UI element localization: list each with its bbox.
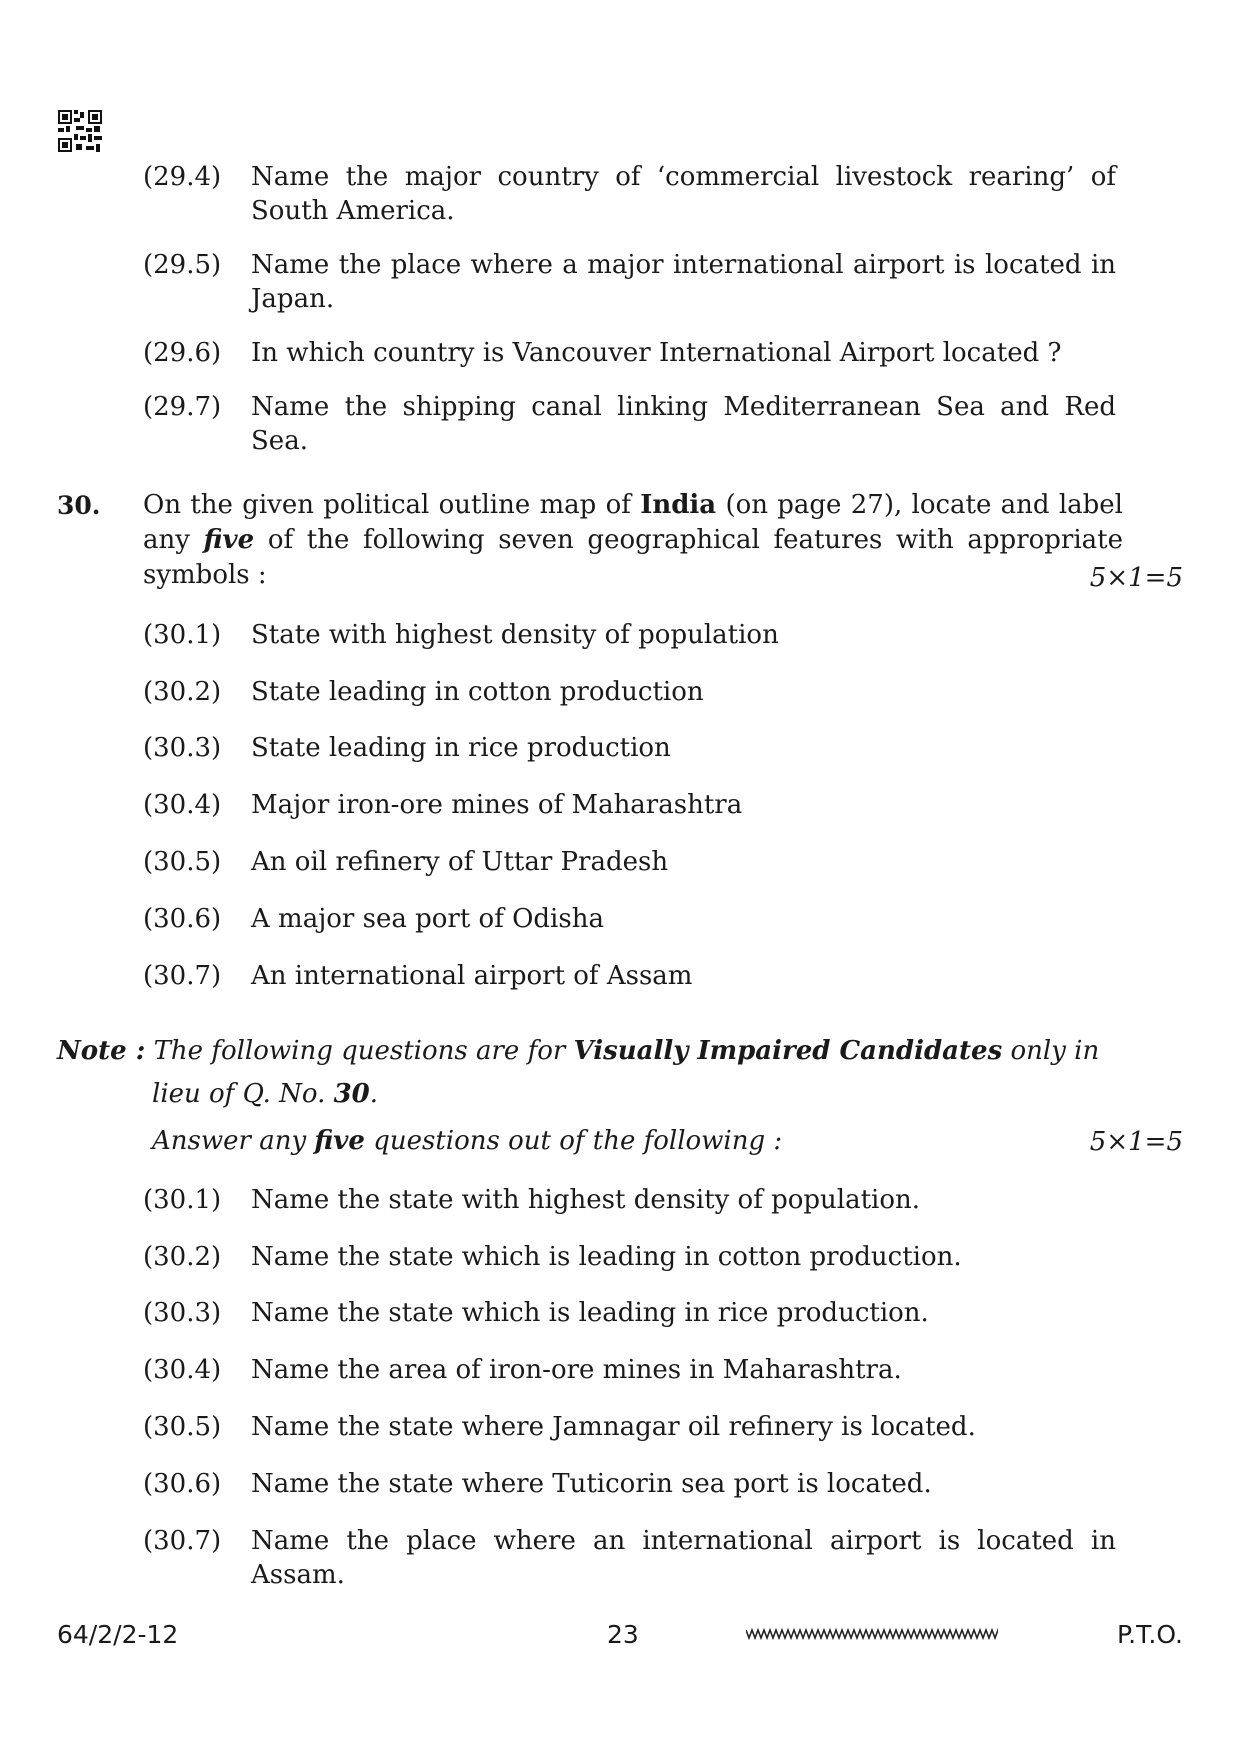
item-text: In which country is Vancouver International Airport located ? [251, 338, 1062, 368]
item-text: Name the area of iron-ore mines in Maharashtra. [251, 1355, 902, 1385]
item-number: (29.5) [143, 250, 222, 280]
stem-text: of the following seven geographical features with appropriate symbols : [143, 525, 1123, 590]
note-paragraph [57, 1030, 1127, 1116]
item-text: An oil refinery of Uttar Pradesh [251, 847, 669, 877]
item-number: (30.3) [143, 1298, 222, 1328]
item-number: (30.7) [143, 1526, 222, 1556]
item-text: State leading in rice production [251, 733, 671, 763]
stem-text: On the given political outline map of [143, 490, 641, 520]
note-instruction [152, 1120, 1052, 1163]
instruction-bold-text: five [314, 1126, 365, 1156]
marks-label: 5×1=5 [1089, 1127, 1183, 1157]
item-number: (30.5) [143, 847, 222, 877]
item-text: Name the state which is leading in rice production. [251, 1298, 929, 1328]
item-number: (30.6) [143, 1469, 222, 1499]
note-text: . [369, 1079, 379, 1109]
item-number: (30.1) [143, 1185, 222, 1215]
instruction-text: questions out of the following : [364, 1126, 783, 1156]
item-text: A major sea port of Odisha [251, 904, 604, 934]
item-text: Name the place where an international airport is located in Assam. [251, 1526, 1116, 1590]
item-number: (30.3) [143, 733, 222, 763]
item-number: (30.5) [143, 1412, 222, 1442]
item-number: (29.4) [143, 162, 222, 192]
question-number: 30. [57, 491, 101, 520]
item-number: (30.4) [143, 790, 222, 820]
paper-code: 64/2/2-12 [57, 1620, 179, 1649]
question-stem [143, 488, 1123, 593]
item-text: Name the state with highest density of population. [251, 1185, 921, 1215]
item-text: Name the state where Tuticorin sea port is located. [251, 1469, 932, 1499]
note-text: The following questions are for [145, 1036, 574, 1066]
item-number: (29.6) [143, 338, 222, 368]
marks-label: 5×1=5 [1089, 563, 1183, 593]
item-number: (30.6) [143, 904, 222, 934]
item-text: Name the state where Jamnagar oil refinery is located. [251, 1412, 976, 1442]
item-number: (29.7) [143, 392, 222, 422]
stem-emphasis-text: five [203, 525, 255, 555]
item-number: (30.2) [143, 1242, 222, 1272]
item-text: State with highest density of population [251, 620, 779, 650]
note-bold-text: Visually Impaired Candidates [573, 1036, 1003, 1066]
qr-code-icon [58, 110, 102, 152]
pto-label: P.T.O. [1117, 1620, 1183, 1649]
stem-text: (on page 27), locate and label any [143, 490, 1124, 555]
item-text: State leading in cotton production [251, 677, 704, 707]
item-number: (30.2) [143, 677, 222, 707]
item-text: Name the state which is leading in cotton production. [251, 1242, 962, 1272]
item-text: An international airport of Assam [251, 961, 693, 991]
page-number: 23 [607, 1620, 639, 1649]
note-text: lieu of Q. No. [152, 1079, 334, 1109]
note-text: only in [1002, 1036, 1100, 1066]
item-text: Name the major country of ‘commercial livestock rearing’ of South America. [251, 162, 1116, 226]
item-number: (30.1) [143, 620, 222, 650]
instruction-text: Answer any [152, 1126, 315, 1156]
note-bold-text: 30 [333, 1079, 370, 1109]
wavy-line-icon [746, 1626, 998, 1642]
item-number: (30.7) [143, 961, 222, 991]
item-text: Major iron-ore mines of Maharashtra [251, 790, 743, 820]
item-number: (30.4) [143, 1355, 222, 1385]
item-text: Name the place where a major international airport is located in Japan. [251, 250, 1116, 314]
note-label: Note : [57, 1036, 146, 1066]
stem-bold-text: India [640, 490, 717, 520]
item-text: Name the shipping canal linking Mediterranean Sea and Red Sea. [251, 392, 1116, 456]
